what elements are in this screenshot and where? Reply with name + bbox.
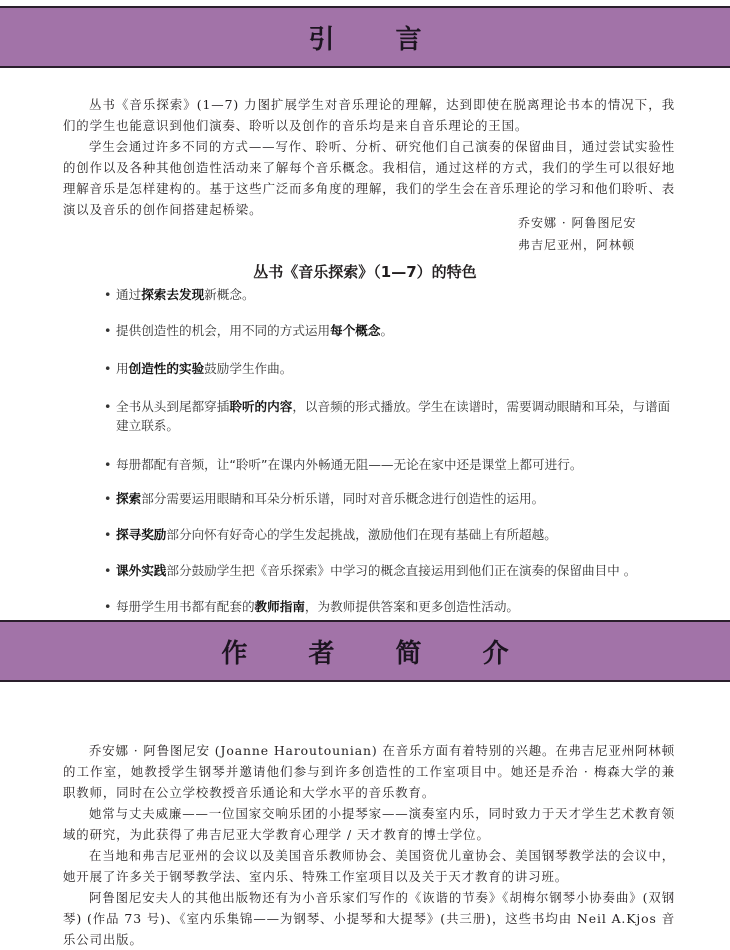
- author-paragraph-2: 她常与丈夫威廉——一位国家交响乐团的小提琴家——演奏室内乐，同时致力于天才学生艺术教育领域的研究，为此获得了弗吉尼亚大学教育心理学 / 天才教育的博士学位。: [63, 806, 675, 842]
- feature-text: 全书从头到尾都穿插: [116, 399, 230, 414]
- feature-item: [104, 525, 557, 544]
- author-paragraph-3: 在当地和弗吉尼亚州的会议以及美国音乐教师协会、美国资优儿童协会、美国钢琴教学法的会议中，她开展了许多关于钢琴教学法、室内乐、特殊工作室项目以及关于天才教育的讲习班。: [63, 848, 675, 884]
- bullet-icon: •: [104, 563, 112, 578]
- feature-item: [104, 285, 255, 304]
- bullet-icon: •: [104, 457, 112, 472]
- bullet-icon: •: [104, 527, 112, 542]
- bullet-icon: •: [104, 287, 112, 302]
- feature-item: [104, 321, 393, 340]
- author-paragraph-1: 乔安娜 · 阿鲁图尼安 (Joanne Haroutounian) 在音乐方面有着特别的兴趣。在弗吉尼亚州阿林顿的工作室，她教授学生钢琴并邀请他们参与到许多创造性的工作室项目中。她还是乔治 · 梅森大学的兼职教师，同时在公立学校教授音乐通论和大学水平的音乐教育。: [63, 743, 675, 800]
- feature-text: ，以音频的形式播放。学生在读谱时，需要调动眼睛和耳朵，与谱面建立联系。: [116, 399, 671, 433]
- feature-text: 鼓励学生作曲。: [204, 361, 293, 376]
- signature-place: 弗吉尼亚州，阿林顿: [518, 238, 636, 252]
- bullet-icon: •: [104, 361, 112, 376]
- feature-text: 。: [380, 323, 394, 338]
- feature-bold-text: 每个概念: [330, 323, 381, 338]
- feature-text: 部分鼓励学生把《音乐探索》中学习的概念直接运用到他们正在演奏的保留曲目中 。: [166, 563, 637, 578]
- author-banner: [0, 620, 730, 682]
- feature-text: 提供创造性的机会，用不同的方式运用: [116, 323, 331, 338]
- feature-bold-text: 创造性的实验: [128, 361, 205, 376]
- feature-text: 新概念。: [204, 287, 255, 302]
- feature-text: 每册学生用书都有配套的: [116, 599, 255, 614]
- intro-paragraph-1: 丛书《音乐探索》(1—7) 力图扩展学生对音乐理论的理解，达到即使在脱离理论书本的情况下，我们的学生也能意识到他们演奏、聆听以及创作的音乐均是来自音乐理论的王国。: [63, 97, 675, 133]
- feature-bold-text: 聆听的内容: [229, 399, 293, 414]
- intro-heading: 引 言: [308, 24, 448, 55]
- feature-bold-text: 课外实践: [116, 563, 167, 578]
- author-paragraph-4: 阿鲁图尼安夫人的其他出版物还有为小音乐家们写作的《诙谐的节奏》《胡梅尔钢琴小协奏曲》(双钢琴) (作品 73 号)、《室内乐集锦——为钢琴、小提琴和大提琴》(共三册)，这些书均由 Neil A.Kjos 音乐公司出版。: [63, 890, 675, 947]
- intro-paragraph-2: 学生会通过许多不同的方式——写作、聆听、分析、研究他们自己演奏的保留曲目，通过尝试实验性的创作以及各种其他创造性活动来了解每个音乐概念。我相信，通过这样的方式，我们的学生可以很好地理解音乐是怎样建构的。基于这些广泛而多角度的理解，我们的学生会在音乐理论的学习和他们聆听、表演以及音乐的创作间搭建起桥梁。: [63, 139, 675, 217]
- signature-name: 乔安娜 · 阿鲁图尼安: [518, 216, 637, 230]
- feature-bold-text: 探索去发现: [141, 287, 205, 302]
- features-title: 丛书《音乐探索》（1—7）的特色: [253, 263, 477, 281]
- feature-item: [104, 359, 292, 378]
- feature-text: 部分向怀有好奇心的学生发起挑战，激励他们在现有基础上有所超越。: [166, 527, 557, 542]
- feature-text: 用: [116, 361, 129, 376]
- feature-text: ，为教师提供答案和更多创造性活动。: [304, 599, 519, 614]
- intro-banner: [0, 6, 730, 68]
- bullet-icon: •: [104, 323, 112, 338]
- feature-item: [104, 489, 544, 508]
- feature-item: [104, 561, 636, 580]
- feature-bold-text: 探索: [116, 491, 142, 506]
- feature-text: 每册都配有音频，让“聆听”在课内外畅通无阻——无论在家中还是课堂上都可进行。: [116, 457, 583, 472]
- feature-item: [104, 397, 680, 435]
- feature-text: 部分需要运用眼睛和耳朵分析乐谱，同时对音乐概念进行创造性的运用。: [141, 491, 545, 506]
- bullet-icon: •: [104, 399, 112, 414]
- bullet-icon: •: [104, 491, 112, 506]
- feature-bold-text: 教师指南: [254, 599, 305, 614]
- bullet-icon: •: [104, 599, 112, 614]
- feature-text: 通过: [116, 287, 142, 302]
- author-heading: 作 者 简 介: [221, 638, 535, 669]
- feature-item: [104, 597, 519, 616]
- feature-item: [104, 455, 582, 474]
- feature-bold-text: 探寻奖励: [116, 527, 167, 542]
